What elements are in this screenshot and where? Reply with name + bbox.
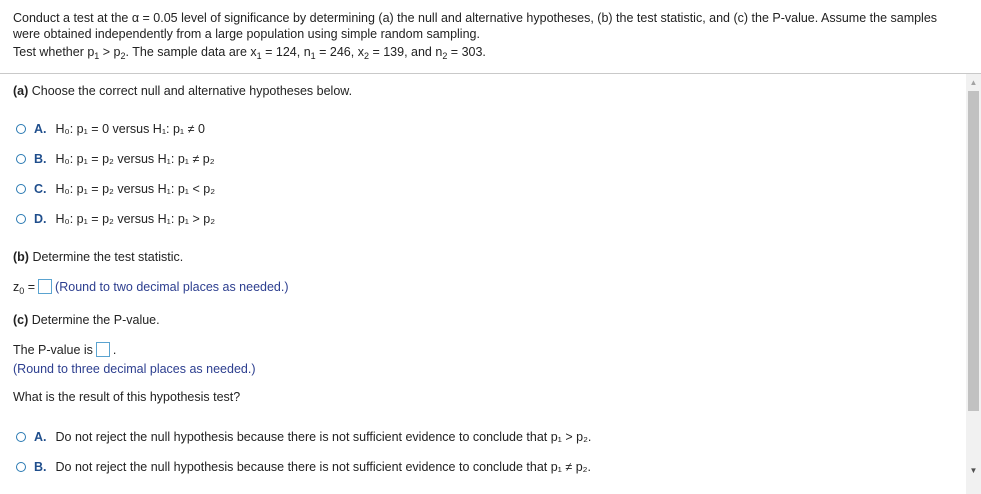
pvalue-row: The P-value is .	[13, 343, 117, 357]
part-c-heading: (c) Determine the P-value.	[13, 313, 160, 327]
problem-line-2: were obtained independently from a large population using simple random sampling.	[13, 27, 480, 41]
scrollbar-thumb[interactable]	[968, 91, 979, 411]
triangle-up-icon[interactable]: ▲	[969, 78, 978, 87]
pvalue-rounding-hint: (Round to three decimal places as needed.)	[13, 362, 256, 376]
part-a-option-d[interactable]: D. H₀: p₁ = p₂ versus H₁: p₁ > p₂	[16, 212, 215, 226]
z-label: z	[13, 280, 20, 294]
line3-prefix: Test whether p	[13, 45, 95, 59]
radio-button-icon[interactable]	[16, 214, 26, 224]
problem-statement	[13, 10, 973, 60]
x1-value: = 124, n	[261, 45, 311, 59]
part-b-heading: (b) Determine the test statistic.	[13, 250, 184, 264]
question-panel	[0, 74, 966, 494]
radio-button-icon[interactable]	[16, 154, 26, 164]
result-question: What is the result of this hypothesis test?	[13, 390, 241, 404]
part-a-option-c[interactable]: C. H₀: p₁ = p₂ versus H₁: p₁ < p₂	[16, 182, 215, 196]
problem-line-3: Test whether $p_1 > p_2$. The sample data are $x_1 = 124$, $n_1 = 246$, $x_2 = 139$, and $n_2 = 303$.	[13, 45, 486, 61]
part-a-option-b[interactable]: B. H₀: p₁ = p₂ versus H₁: p₁ ≠ p₂	[16, 152, 215, 166]
part-a-heading: (a) Choose the correct null and alternative hypotheses below.	[13, 84, 353, 98]
result-option-a[interactable]: A. Do not reject the null hypothesis because there is not sufficient evidence to conclude that p₁ > p₂.	[16, 430, 591, 444]
line3-rest: . The sample data are x	[125, 45, 257, 59]
test-statistic-input[interactable]	[38, 279, 52, 294]
triangle-down-icon[interactable]: ▼	[969, 466, 978, 475]
radio-button-icon[interactable]	[16, 124, 26, 134]
pvalue-input[interactable]	[96, 342, 110, 357]
x2-value: = 139, and n	[368, 45, 443, 59]
radio-button-icon[interactable]	[16, 462, 26, 472]
vertical-scrollbar[interactable]	[966, 74, 981, 494]
rounding-hint: (Round to two decimal places as needed.)	[55, 280, 289, 294]
radio-button-icon[interactable]	[16, 432, 26, 442]
n2-value: = 303.	[447, 45, 486, 59]
radio-button-icon[interactable]	[16, 184, 26, 194]
problem-line-1: Conduct a test at the α = 0.05 level of significance by determining (a) the null and alternative hypotheses, (b) the test statistic, and (c) the P-value. Assume the samples	[13, 11, 938, 25]
line3-mid: > p	[99, 45, 121, 59]
n1-value: = 246, x	[315, 45, 364, 59]
part-a-option-a[interactable]: A. H₀: p₁ = 0 versus H₁: p₁ ≠ 0	[16, 122, 205, 136]
test-statistic-row: $z_0$ = (Round to two decimal places as needed.)	[13, 280, 289, 296]
result-option-b[interactable]: B. Do not reject the null hypothesis because there is not sufficient evidence to conclude that p₁ ≠ p₂.	[16, 460, 591, 474]
